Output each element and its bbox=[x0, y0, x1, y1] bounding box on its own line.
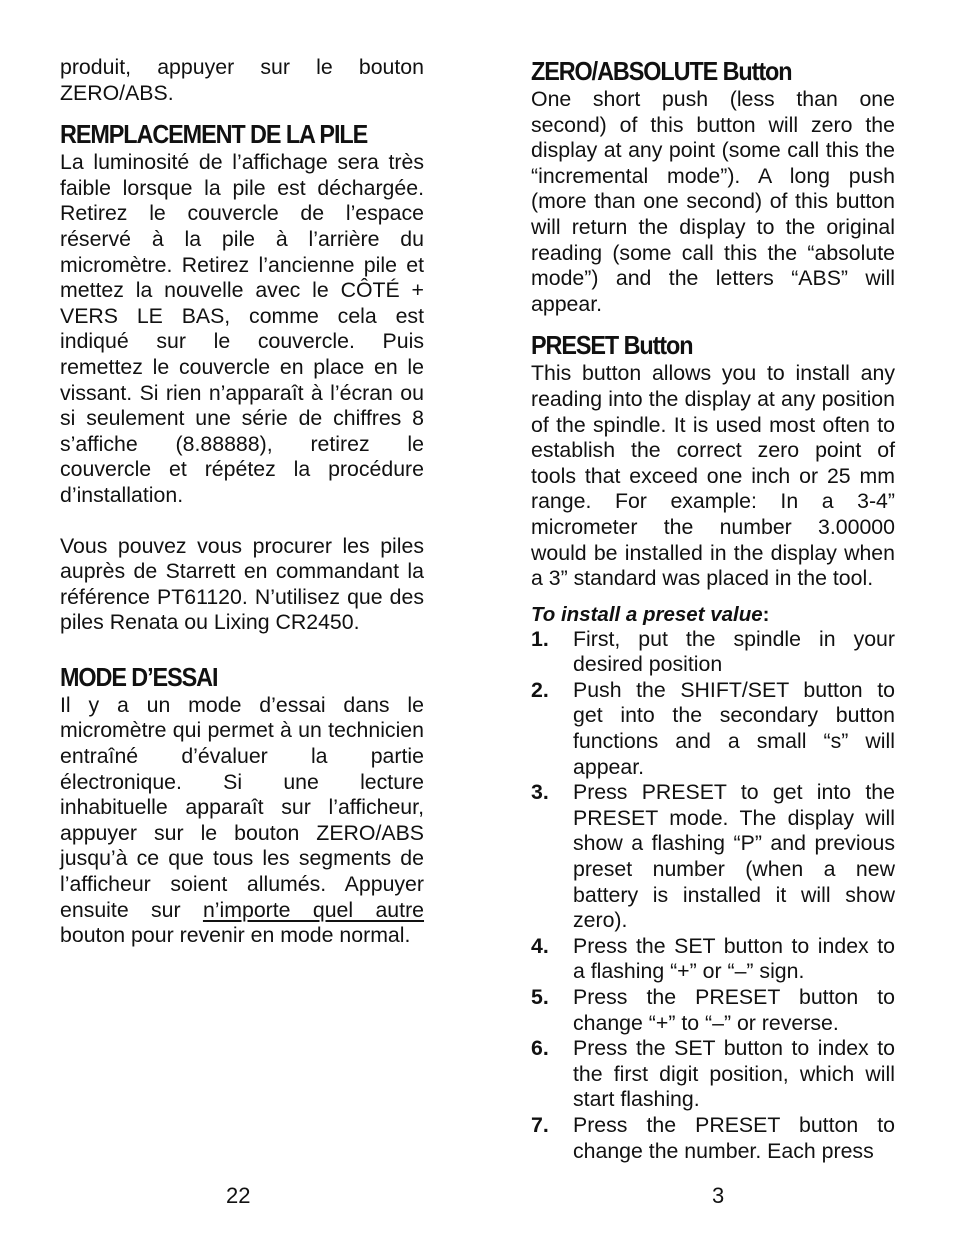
right-column bbox=[531, 55, 895, 1164]
step-number: 1. bbox=[531, 626, 549, 651]
test-mode-heading: MODE D’ESSAI bbox=[60, 661, 218, 692]
step-number: 7. bbox=[531, 1112, 549, 1137]
page-number-right: 3 bbox=[712, 1183, 725, 1208]
zero-abs-paragraph: One short push (less than one second) of this button will zero the display at any point (some call this the “incremental mode”). A long push (more than one second) of this button will return the display to the original reading (some call this the “absolute mode”) and the letters “ABS” will appear. bbox=[531, 87, 895, 316]
step-text: Press PRESET to get into the PRESET mode. The display will show a flashing “P” and previous preset number (when a new battery is installed it will show zero). bbox=[573, 780, 895, 933]
test-mode-text-after: bouton pour revenir en mode normal. bbox=[60, 923, 411, 948]
list-item bbox=[531, 627, 895, 678]
step-number: 4. bbox=[531, 933, 549, 958]
step-number: 6. bbox=[531, 1036, 549, 1061]
preset-heading: PRESET Button bbox=[531, 330, 693, 361]
test-mode-paragraph bbox=[60, 693, 424, 949]
page-number-left: 22 bbox=[226, 1183, 251, 1208]
test-mode-text-before: Il y a un mode d’essai dans le micromètre qui permet à un technicien entraîné d’évaluer la partie électronique. Si une lecture inhabituelle apparaît sur l’afficheur, appuyer sur le bouton ZERO/ABS jusqu’à ce que tous les segments de l’afficheur soient allumés. Appuyer ensuite sur bbox=[60, 692, 424, 922]
list-item bbox=[531, 985, 895, 1036]
step-text: Press the PRESET button to change “+” to “–” or reverse. bbox=[573, 985, 895, 1035]
step-number: 2. bbox=[531, 677, 549, 702]
test-mode-underlined: n’importe quel autre bbox=[202, 897, 425, 922]
preset-subheading bbox=[531, 602, 895, 627]
list-item bbox=[531, 1036, 895, 1113]
zero-abs-heading: ZERO/ABSOLUTE Button bbox=[531, 56, 792, 86]
battery-heading: REMPLACEMENT DE LA PILE bbox=[60, 119, 368, 150]
list-item bbox=[531, 678, 895, 780]
step-text: Press the PRESET button to change the number. Each press bbox=[573, 1112, 895, 1163]
preset-paragraph: This button allows you to install any reading into the display at any position of the spindle. It is used most often to establish the correct zero point of tools that exceed one inch or 25 mm range. For example: In a 3-4” micrometer the number 3.00000 would be installed in the display when a 3” standard was placed in the tool. bbox=[531, 361, 895, 591]
step-number: 3. bbox=[531, 780, 549, 805]
battery-paragraph-2: Vous pouvez vous procurer les piles auprès de Starrett en commandant la référence PT61120. N’utilisez que des piles Renata ou Lixing CR2450. bbox=[60, 533, 424, 635]
preset-steps-list bbox=[531, 627, 895, 1164]
list-item bbox=[531, 780, 895, 934]
battery-paragraph-1: La luminosité de l’affichage sera très faible lorsque la pile est déchargée. Retirez le couvercle de l’espace réservé à la pile à l’arrière du micromètre. Retirez l’ancienne pile et mettez la nouvelle avec le CÔTÉ + VERS LE BAS, comme cela est indiqué sur le couvercle. Puis remettez le couvercle en place en le vissant. Si rien n’apparaît à l’écran ou si seulement une série de chiffres 8 s’affiche (8.88888), retirez le couvercle et répétez la procédure d’installation. bbox=[60, 150, 424, 507]
left-column bbox=[60, 55, 424, 949]
step-text: First, put the spindle in your desired position bbox=[573, 626, 895, 677]
preset-subheading-colon: : bbox=[762, 602, 770, 626]
preset-subheading-text: To install a preset value bbox=[531, 602, 763, 626]
intro-text: produit, appuyer sur le bouton ZERO/ABS. bbox=[60, 55, 424, 105]
step-text: Press the SET button to index to the first digit position, which will start flashing. bbox=[573, 1036, 895, 1112]
list-item bbox=[531, 1113, 895, 1164]
step-number: 5. bbox=[531, 985, 549, 1009]
step-text: Push the SHIFT/SET button to get into the secondary button functions and a small “s” will appear. bbox=[573, 677, 895, 779]
list-item bbox=[531, 934, 895, 985]
step-text: Press the SET button to index to a flashing “+” or “–” sign. bbox=[573, 933, 895, 984]
